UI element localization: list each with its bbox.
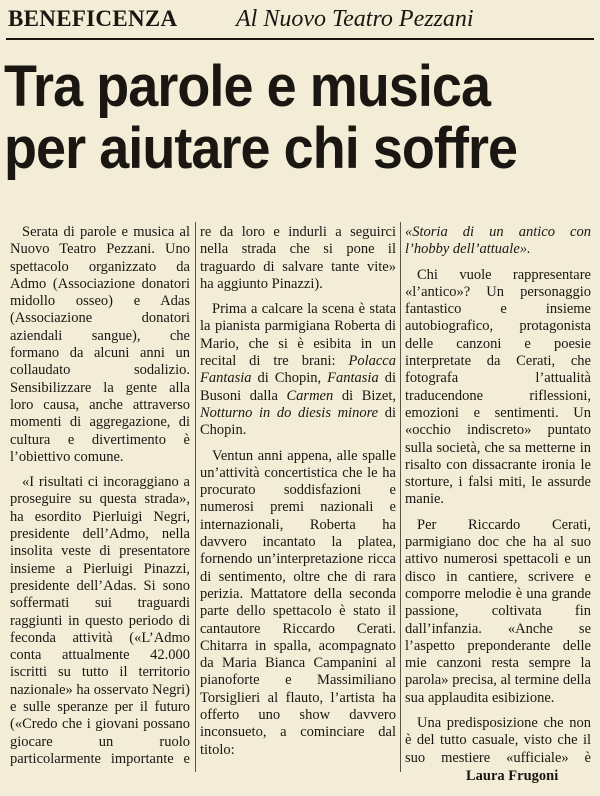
- paragraph-text: Prima a calcare la scena è stata la pianista parmigiana Roberta di Mario, che si è esibita in un recital di tre brani:: [200, 301, 396, 370]
- header-rule: [6, 38, 594, 40]
- piece-title: Fantasia: [327, 370, 379, 387]
- article-column-2: [200, 224, 396, 768]
- paragraph: [200, 301, 396, 439]
- paragraph-text: di Busoni dalla: [200, 370, 396, 404]
- article-column-3: [405, 224, 591, 768]
- paragraph-text: di Chopin.: [200, 404, 396, 439]
- paragraph: Una predisposizione che non è del tutto casuale, visto che il suo mestiere «ufficiale» è: [405, 715, 591, 766]
- paragraph-text: di Bizet,: [333, 387, 396, 404]
- column-divider: [195, 222, 196, 772]
- paragraph: Serata di parole e musica al Nuovo Teatro Pezzani. Uno spettacolo organizzato da Admo (Associazione donatori midollo osseo) e Adas (Associazione donatori aziendali sangue), che formano da alcuni anni un collaudato sodalizio. Sensibilizzare la gente alla loro causa, anche attraverso momenti di aggregazione, di cultura e divertimento è l’obiettivo comune.: [10, 224, 190, 465]
- paragraph: «I risultati ci incoraggiano a proseguire su questa strada», ha esordito Pierluigi Negri, presidente dell’Admo, nella insolita veste di presentatore insieme a Pierluigi Pinazzi, presidente dell’Adas. Si sono soffermati sui traguardi raggiunti in questo periodo di feconda attività («L’Admo conta attualmente 42.000 iscritti su tutto il territorio nazionale» ha osservato Negri) e sulle speranze per il futuro («Credo che i giovani possano giocare un ruolo particolarmente importante e: [10, 474, 190, 767]
- column-divider: [400, 222, 401, 772]
- paragraph: Chi vuole rappresentare «l’antico»? Un personaggio fantastico e insieme autobiografico, protagonista delle canzoni e poesie interpretate da Cerati, che fotografa l’attualità traducendone riflessioni, emozioni e sentimenti. Un «occhio indiscreto» puntato sulla società, che sa metterne in risalto con dissacrante ironia le storture, i falsi miti, le assurde manie.: [405, 266, 591, 508]
- piece-title: Polacca Fantasia: [200, 353, 396, 387]
- kicker: [8, 6, 592, 34]
- headline-line-1: Tra parole e musica: [4, 54, 491, 119]
- article-subject: Al Nuovo Teatro Pezzani: [236, 6, 474, 32]
- headline: [4, 56, 555, 180]
- section-label: BENEFICENZA: [8, 6, 178, 31]
- article-column-1: [10, 224, 190, 768]
- paragraph: Ventun anni appena, alle spalle un’attività concertistica che le ha procurato soddisfazioni e numerosi premi nazionali e internazionali, Roberta ha davvero incantato la platea, fornendo un’interpretazione ricca di sentimento, oltre che di rara perizia. Mattatore della seconda parte dello spettacolo è stato il cantautore Riccardo Cerati. Chitarra in spalla, acompagnato da Maria Bianca Campanini al pianoforte e Massimiliano Torsiglieri al flauto, l’artista ha offerto uno show davvero inconsueto, a cominciare dal titolo:: [200, 447, 396, 758]
- piece-title: Carmen: [286, 387, 334, 404]
- paragraph-text: di Chopin,: [251, 370, 328, 387]
- piece-title: Notturno in do diesis minore: [200, 404, 379, 421]
- show-title-quote: «Storia di un antico con l’hobby dell’attuale».: [405, 224, 591, 258]
- paragraph: Per Riccardo Cerati, parmigiano doc che ha al suo attivo numerosi spettacoli e un disco in cantiere, scrivere e comporre melodie è una grande passione, coltivata fin dall’infanzia. «Anche se l’aspetto preponderante delle mie canzoni resta sempre la parola» precisa, al termine della sua applaudita esibizione.: [405, 516, 591, 706]
- author-byline: Laura Frugoni: [466, 768, 559, 784]
- paragraph: re da loro e indurli a seguirci nella strada che si pone il traguardo di salvare tante vite» ha aggiunto Pinazzi).: [200, 224, 396, 292]
- headline-line-2: per aiutare chi soffre: [4, 116, 518, 181]
